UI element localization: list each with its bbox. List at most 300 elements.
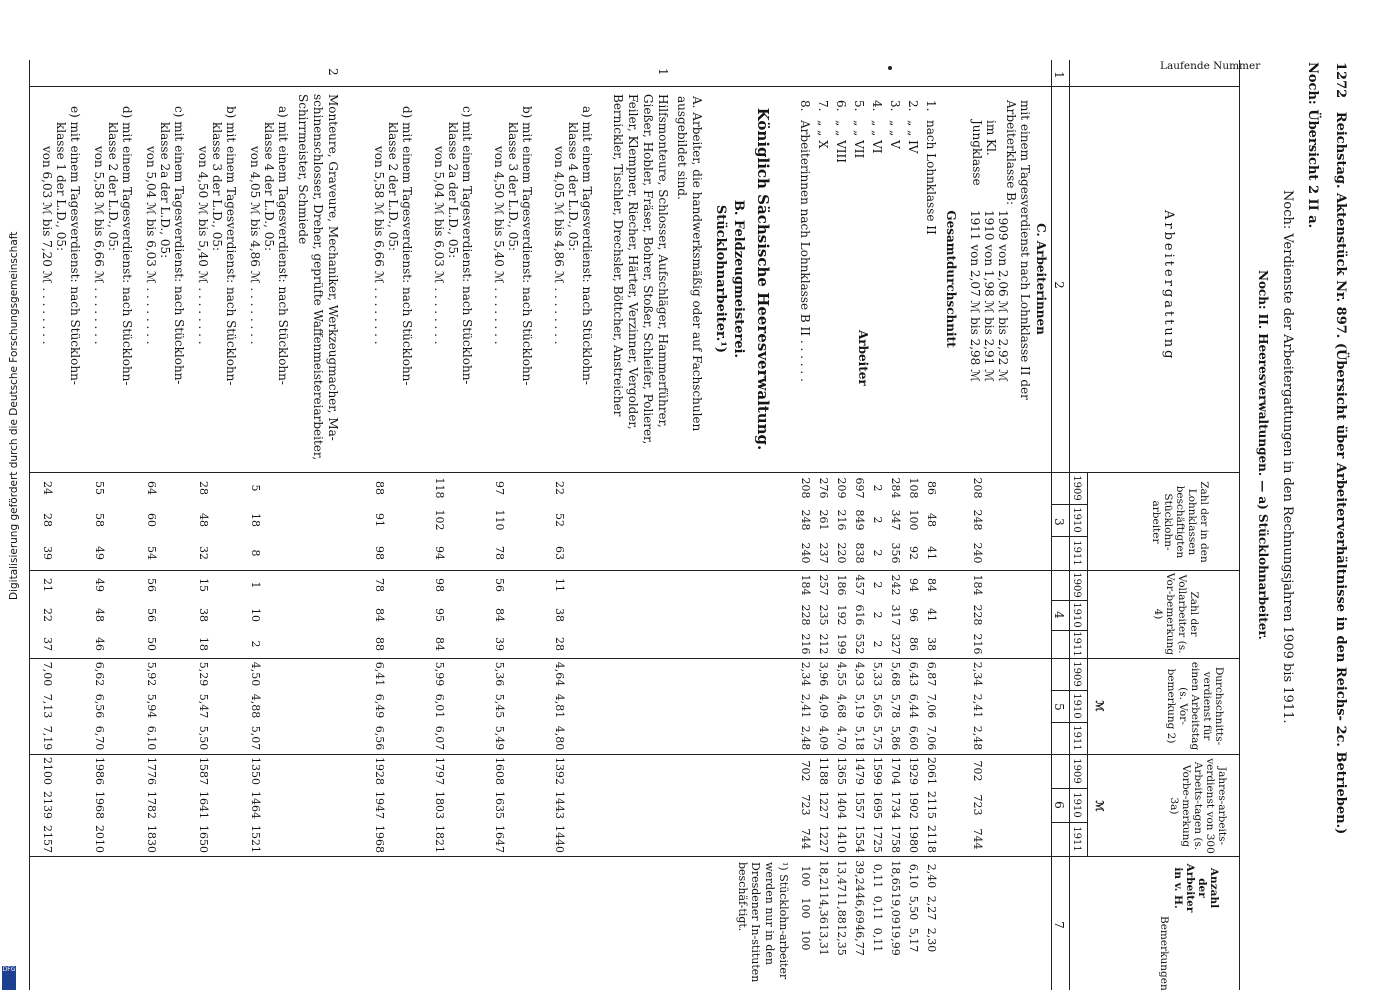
cell: 1647 xyxy=(493,825,506,853)
row-label-class: klasse 4 der L.D., 05: xyxy=(566,122,580,252)
cell: 6,10 xyxy=(907,863,920,889)
row-label: a) mit einem Tagesverdienst: nach Stücklohn- xyxy=(276,106,290,385)
cell: 1479 xyxy=(853,757,866,785)
cell: 5,07 xyxy=(249,725,262,751)
year: 1909 xyxy=(1071,475,1082,501)
cell: 88 xyxy=(373,481,386,495)
cell: 235 xyxy=(817,604,830,626)
subtitle: Noch: Verdienste der Arbeitergattungen in den Rechnungsjahren 1909 bis 1911. xyxy=(1280,190,1295,724)
cell: 2,34 xyxy=(971,661,984,687)
subsubtitle: Noch: II. Heeresverwaltungen. — a) Stücklohnarbeiter. xyxy=(1256,270,1270,640)
cell: 2,27 xyxy=(925,895,938,921)
cell: 60 xyxy=(145,513,158,527)
cell: 697 xyxy=(853,477,866,499)
col-number: 4 xyxy=(1052,611,1066,619)
row-label-range: von 4,50 ℳ bis 5,40 ℳ . . . . . . . . xyxy=(196,146,210,345)
cell: 237 xyxy=(817,542,830,564)
cell: 838 xyxy=(853,542,866,564)
cell: 317 xyxy=(889,604,902,626)
cell: 1803 xyxy=(433,791,446,819)
cell: 1227 xyxy=(817,791,830,819)
year: 1909 xyxy=(1071,661,1082,687)
in-kl-label: im Kl. xyxy=(984,120,998,156)
class-row-label: „ „ V xyxy=(888,120,902,149)
row-label: c) mit einem Tagesverdienst: nach Stücklohn- xyxy=(460,106,474,385)
cell: 110 xyxy=(493,509,506,531)
col-number: 1 xyxy=(1052,71,1066,79)
cell: 15 xyxy=(197,578,210,592)
cell: 1557 xyxy=(853,791,866,819)
cell: 5,49 xyxy=(493,725,506,751)
cell: 11,88 xyxy=(835,892,848,924)
cell: 4,81 xyxy=(553,693,566,719)
cell: 242 xyxy=(889,574,902,596)
row-label: d) mit einem Tagesverdienst: nach Stücklohn- xyxy=(120,106,134,386)
cell: 38 xyxy=(925,637,938,651)
cell: 1365 xyxy=(835,757,848,785)
cell: 2118 xyxy=(925,825,938,853)
cell: 6,41 xyxy=(373,661,386,687)
cell: 2 xyxy=(871,516,884,524)
cell: 7,00 xyxy=(41,661,54,687)
cell: 1968 xyxy=(373,825,386,853)
col-header-jahresverdienst: Jahres-arbeits-verdienst von 300 Arbeits-tagen (s. Vorbe-merkung 3a) xyxy=(1167,758,1228,854)
cell: 55 xyxy=(93,481,106,495)
cell: 0,11 xyxy=(871,927,884,953)
cell: 208 xyxy=(971,477,984,499)
cell: 1554 xyxy=(853,825,866,853)
cell: 95 xyxy=(433,608,446,622)
cell: 1821 xyxy=(433,825,446,853)
class-row-number: 3. xyxy=(888,100,902,112)
table-top-rule xyxy=(1239,60,1240,990)
cell: 257 xyxy=(817,574,830,596)
cell: 84 xyxy=(373,608,386,622)
section-a-heading: A. Arbeiter, die handwerksmäßig oder auf Fachschulen ausgebildet sind. xyxy=(675,96,704,432)
cell: 6,44 xyxy=(907,693,920,719)
table-bottom-rule xyxy=(29,60,30,990)
cell: 28 xyxy=(197,481,210,495)
cell: 46,69 xyxy=(853,892,866,924)
cell: 6,87 xyxy=(925,661,938,687)
cell: 347 xyxy=(889,509,902,531)
cell: 49 xyxy=(93,546,106,560)
col-sep xyxy=(30,472,1240,473)
cell: 4,09 xyxy=(817,725,830,751)
year: 1909 xyxy=(1071,758,1082,784)
cell: 6,60 xyxy=(907,725,920,751)
cell: 12,35 xyxy=(835,924,848,956)
cell: 284 xyxy=(889,477,902,499)
class-row-label: „ „ X xyxy=(816,120,830,149)
cell: 2,41 xyxy=(799,693,812,719)
cell: 38 xyxy=(553,608,566,622)
row-label-range: von 5,04 ℳ bis 6,03 ℳ . . . . . . . . xyxy=(144,146,158,345)
row-label-class: klasse 2a der L.D., 05: xyxy=(446,122,460,259)
cell: 88 xyxy=(373,637,386,651)
cell: 8 xyxy=(249,549,262,557)
cell: 56 xyxy=(493,578,506,592)
cell: 6,62 xyxy=(93,661,106,687)
cell: 1968 xyxy=(93,791,106,819)
cell: 19,09 xyxy=(889,892,902,924)
cell: 702 xyxy=(971,760,984,782)
row-label: e) mit einem Tagesverdienst: nach Stücklohn- xyxy=(68,106,82,385)
cell: 184 xyxy=(971,574,984,596)
class-row-label: „ „ IV xyxy=(906,120,920,154)
cell: 744 xyxy=(799,828,812,850)
cell: 2 xyxy=(871,611,884,619)
class-row-number: 2. xyxy=(906,100,920,112)
year: 1911 xyxy=(1071,826,1082,852)
cell: 5,68 xyxy=(889,661,902,687)
class-row-label: Arbeiterinnen nach Lohnklasse B II . . . . . . xyxy=(798,120,812,382)
cell: 5,18 xyxy=(853,725,866,751)
col-number: 5 xyxy=(1052,703,1066,711)
cell: 6,49 xyxy=(373,693,386,719)
cell: 1725 xyxy=(871,825,884,853)
digitization-notice: Digitalisierung gefördert durch die Deutsche Forschungsgemeinschaft xyxy=(8,231,20,600)
cell: 1947 xyxy=(373,791,386,819)
cell: 5,17 xyxy=(907,927,920,953)
cell: 22 xyxy=(553,481,566,495)
col-header-vollarbeiter: Zahl der Vollarbeiter (s. Vor-bemerkung 4) xyxy=(1151,572,1200,656)
col-sep xyxy=(30,570,1240,571)
cell: 5 xyxy=(249,484,262,492)
cell: 4,09 xyxy=(817,693,830,719)
cell: 94 xyxy=(907,578,920,592)
cell: 84 xyxy=(433,637,446,651)
footnote: ¹) Stücklohn-arbeiter werden nur in den Dresdener In-stituten beschäf-tigt. xyxy=(735,862,790,983)
cell: 5,94 xyxy=(145,693,158,719)
cell: 261 xyxy=(817,509,830,531)
row-number: 1 xyxy=(656,68,670,76)
dfg-logo: DFG xyxy=(2,966,16,990)
cell: 4,80 xyxy=(553,725,566,751)
row-label-range: von 6,03 ℳ bis 7,20 ℳ . . . . . . . . xyxy=(40,146,54,345)
cell: 4,50 xyxy=(249,661,262,687)
cell: 1227 xyxy=(817,825,830,853)
cell: 18 xyxy=(197,637,210,651)
class-row-label: „ „ VIII xyxy=(834,120,848,163)
feldzeug-heading: B. Feldzeugmeisterei. xyxy=(731,199,746,359)
cell: 6,56 xyxy=(93,693,106,719)
cell: 5,75 xyxy=(871,725,884,751)
class-row-number: 4. xyxy=(870,100,884,112)
cell: 18,21 xyxy=(817,860,830,892)
class-row-number: 1. xyxy=(924,100,938,112)
cell: 39 xyxy=(493,637,506,651)
arbeiter-brace-label: Arbeiter xyxy=(856,330,870,386)
cell: 1980 xyxy=(907,825,920,853)
year-sep xyxy=(1052,504,1088,505)
cell: 2115 xyxy=(925,791,938,819)
cell: 98 xyxy=(373,546,386,560)
cell: 1404 xyxy=(835,791,848,819)
cell: 4,64 xyxy=(553,661,566,687)
range-1909: 1909 von 2,06 ℳ bis 2,92 ℳ xyxy=(996,210,1010,382)
cell: 48 xyxy=(925,513,938,527)
cell: 327 xyxy=(889,633,902,655)
cell: 1440 xyxy=(553,825,566,853)
row-number: 2 xyxy=(326,68,340,76)
cell: 849 xyxy=(853,509,866,531)
class-row-number: 8. xyxy=(798,100,812,112)
col-header-durchschnitt: Durchschnitts-verdienst für einen Arbeitstag (s. Vor-bemerkung 2) xyxy=(1164,661,1225,751)
cell: 1587 xyxy=(197,757,210,785)
cell: 5,19 xyxy=(853,693,866,719)
year: 1911 xyxy=(1071,631,1082,657)
range-1911: 1911 von 2,07 ℳ bis 2,98 ℳ xyxy=(968,210,982,382)
cell: 2139 xyxy=(41,791,54,819)
cell: 1986 xyxy=(93,757,106,785)
cell: 723 xyxy=(799,794,812,816)
cell: 5,99 xyxy=(433,661,446,687)
cell: 41 xyxy=(925,608,938,622)
cell: 702 xyxy=(799,760,812,782)
cell: 84 xyxy=(925,578,938,592)
cell: 199 xyxy=(835,633,848,655)
col-number: 3 xyxy=(1052,518,1066,526)
cell: 1392 xyxy=(553,757,566,785)
cell: 91 xyxy=(373,513,386,527)
page-number: 1272 xyxy=(1333,62,1348,99)
cell: 4,55 xyxy=(835,661,848,687)
cell: 2,34 xyxy=(799,661,812,687)
cell: 2061 xyxy=(925,757,938,785)
cell: 7,19 xyxy=(41,725,54,751)
cell: 1776 xyxy=(145,757,158,785)
cell: 248 xyxy=(971,509,984,531)
col-header-zahl-stuecklohn: Zahl der in den Lohnklassen beschäftigten Stücklohn-arbeiter xyxy=(1149,481,1210,563)
cell: 14,36 xyxy=(817,892,830,924)
cell: 1928 xyxy=(373,757,386,785)
rotated-table-page xyxy=(20,60,1350,990)
cell: 58 xyxy=(93,513,106,527)
cell: 4,70 xyxy=(835,725,848,751)
row-label: a) mit einem Tagesverdienst: nach Stücklohn- xyxy=(580,106,594,385)
cell: 49 xyxy=(93,578,106,592)
cell: 2 xyxy=(871,581,884,589)
cell: 0,11 xyxy=(871,895,884,921)
year: 1910 xyxy=(1071,602,1082,628)
col-number: 6 xyxy=(1052,801,1066,809)
col-number: 2 xyxy=(1052,281,1066,289)
row-label: b) mit einem Tagesverdienst: nach Stücklohn- xyxy=(520,106,534,386)
range-1910: 1910 von 1,98 ℳ bis 2,91 ℳ xyxy=(982,210,996,382)
cell: 92 xyxy=(907,546,920,560)
col-header-nummer: Laufende Nummer xyxy=(1160,60,1261,72)
jungklasse-label: Jungklasse xyxy=(970,120,984,186)
cell: 2100 xyxy=(41,757,54,785)
cell: 24 xyxy=(41,481,54,495)
cell: 50 xyxy=(145,637,158,651)
cell: 100 xyxy=(799,929,812,951)
helfer-label: Hilfsmonteure, Schlosser, Aufschläger, Hammerführer, Gießer, Hobler, Fräser, Bohrer, Stoßer, Schleifer, Polierer, Feiler, Klempner, Riecher, Härter, Verzinner, Vergolder, Bernickler, Tischler, Drechsler, Böttcher, Anstreicher xyxy=(611,94,670,445)
year-rule xyxy=(1087,472,1088,856)
uebersicht-label: Noch: Übersicht 2 II a. xyxy=(1305,62,1320,229)
cell: 5,92 xyxy=(145,661,158,687)
year: 1910 xyxy=(1071,693,1082,719)
row-label-range: von 5,58 ℳ bis 6,66 ℳ . . . . . . . . xyxy=(372,146,386,345)
cell: 1695 xyxy=(871,791,884,819)
row-label-range: von 5,58 ℳ bis 6,66 ℳ . . . . . . . . xyxy=(92,146,106,345)
cell: 2,48 xyxy=(799,725,812,751)
row-label-class: klasse 2 der L.D., 05: xyxy=(106,122,120,252)
cell: 5,86 xyxy=(889,725,902,751)
unit-mark: ℳ xyxy=(1093,700,1105,712)
cell: 7,06 xyxy=(925,725,938,751)
row-label-class: klasse 4 der L.D., 05: xyxy=(262,122,276,252)
cell: 216 xyxy=(971,633,984,655)
cell: 6,07 xyxy=(433,725,446,751)
cell: 5,36 xyxy=(493,661,506,687)
cell: 21 xyxy=(41,578,54,592)
cell: 52 xyxy=(553,513,566,527)
cell: 102 xyxy=(433,509,446,531)
page-heading: Reichstag. Aktenstück Nr. 897. (Übersicht über Arbeiterverhältnisse in den Reichs- 2c. Betrieben.) xyxy=(1333,111,1348,835)
cell: 19,99 xyxy=(889,924,902,956)
cell: 5,47 xyxy=(197,693,210,719)
cell: 2,41 xyxy=(971,693,984,719)
col-header-bemerkungen: Bemerkungen xyxy=(1158,916,1170,991)
row-label-range: von 4,05 ℳ bis 4,86 ℳ . . . . . . . . xyxy=(248,146,262,345)
cell: 2,30 xyxy=(925,927,938,953)
cell: 2 xyxy=(871,484,884,492)
cell: 7,06 xyxy=(925,693,938,719)
cell: 37 xyxy=(41,637,54,651)
cell: 1410 xyxy=(835,825,848,853)
cell: 100 xyxy=(799,865,812,887)
cell: 84 xyxy=(493,608,506,622)
cell: 2,40 xyxy=(925,863,938,889)
cell: 78 xyxy=(373,578,386,592)
year: 1910 xyxy=(1071,792,1082,818)
cell: 96 xyxy=(907,608,920,622)
cell: 228 xyxy=(971,604,984,626)
cell: 552 xyxy=(853,633,866,655)
cell: 1830 xyxy=(145,825,158,853)
cell: 1758 xyxy=(889,825,902,853)
row-label-class: klasse 3 der L.D., 05: xyxy=(210,122,224,252)
cell: 100 xyxy=(799,897,812,919)
row-label-range: von 5,04 ℳ bis 6,03 ℳ . . . . . . . . xyxy=(432,146,446,345)
cell: 54 xyxy=(145,546,158,560)
cell: 1443 xyxy=(553,791,566,819)
cell: 5,33 xyxy=(871,661,884,687)
year: 1911 xyxy=(1071,725,1082,751)
row-label-class: klasse 3 der L.D., 05: xyxy=(506,122,520,252)
cell: 1641 xyxy=(197,791,210,819)
cell: 1734 xyxy=(889,791,902,819)
cell: 41 xyxy=(925,546,938,560)
cell: 108 xyxy=(907,477,920,499)
cell: 63 xyxy=(553,546,566,560)
cell: 56 xyxy=(145,608,158,622)
col-sep xyxy=(30,658,1240,659)
col-sep xyxy=(30,754,1240,755)
cell: 1650 xyxy=(197,825,210,853)
cell: 192 xyxy=(835,604,848,626)
class-row-number: 7. xyxy=(816,100,830,112)
cell: 32 xyxy=(197,546,210,560)
row-label-range: von 4,50 ℳ bis 5,40 ℳ . . . . . . . . xyxy=(492,146,506,345)
cell: 4,88 xyxy=(249,693,262,719)
cell: 39 xyxy=(41,546,54,560)
cell: 1464 xyxy=(249,791,262,819)
col-header-anzahl-vh: Anzahl der Arbeiter in v. H. xyxy=(1171,863,1220,913)
cell: 2 xyxy=(871,640,884,648)
cell: 1521 xyxy=(249,825,262,853)
cell: 4,93 xyxy=(853,661,866,687)
row-label-class: klasse 1 der L.D., 05: xyxy=(54,122,68,252)
class-row-label: „ „ VI xyxy=(870,120,884,154)
cell: 46,77 xyxy=(853,924,866,956)
gesamtdurchschnitt-heading: Gesamtdurchschnitt xyxy=(944,210,958,348)
year: 1910 xyxy=(1071,507,1082,533)
class-row-number: 5. xyxy=(852,100,866,112)
cell: 5,45 xyxy=(493,693,506,719)
cell: 1350 xyxy=(249,757,262,785)
cell: 118 xyxy=(433,477,446,499)
class-row-label: nach Lohnklasse II xyxy=(924,120,938,235)
class-row-number: 6. xyxy=(834,100,848,112)
cell: 2 xyxy=(871,549,884,557)
cell: 1902 xyxy=(907,791,920,819)
cell: 220 xyxy=(835,542,848,564)
cell: 7,13 xyxy=(41,693,54,719)
cell: 5,65 xyxy=(871,693,884,719)
cell: 216 xyxy=(835,509,848,531)
cell: 240 xyxy=(799,542,812,564)
cell: 2 xyxy=(249,640,262,648)
page-title xyxy=(1333,62,1348,834)
cell: 2,48 xyxy=(971,725,984,751)
cell: 5,50 xyxy=(197,725,210,751)
cell: 1635 xyxy=(493,791,506,819)
cell: 100 xyxy=(907,509,920,531)
cell: 4,68 xyxy=(835,693,848,719)
cell: 46 xyxy=(93,637,106,651)
cell: 1782 xyxy=(145,791,158,819)
row-label-range: von 4,05 ℳ bis 4,86 ℳ . . . . . . . . xyxy=(552,146,566,345)
year-sep xyxy=(1052,788,1088,789)
stueck-heading: Stücklohnarbeiter.¹) xyxy=(713,204,728,354)
row-label: c) mit einem Tagesverdienst: nach Stücklohn- xyxy=(172,106,186,385)
konigl-heading: Königlich Sächsische Heeresverwaltung. xyxy=(754,107,772,451)
cell: 356 xyxy=(889,542,902,564)
unit-mark: ℳ xyxy=(1093,800,1105,812)
cell: 1599 xyxy=(871,757,884,785)
cell: 1704 xyxy=(889,757,902,785)
cell: 228 xyxy=(799,604,812,626)
cell: 208 xyxy=(799,477,812,499)
year: 1909 xyxy=(1071,572,1082,598)
row-label-class: klasse 2a der L.D., 05: xyxy=(158,122,172,259)
section-c-heading: C. Arbeiterinnen xyxy=(1034,223,1048,335)
row-label-class: klasse 2 der L.D., 05: xyxy=(386,122,400,252)
cell: 28 xyxy=(553,637,566,651)
cell: 5,78 xyxy=(889,693,902,719)
cell: 276 xyxy=(817,477,830,499)
cell: 97 xyxy=(493,481,506,495)
cell: 13,47 xyxy=(835,860,848,892)
cell: 28 xyxy=(41,513,54,527)
row-label: d) mit einem Tagesverdienst: nach Stücklohn- xyxy=(400,106,414,386)
ink-dot xyxy=(888,66,892,70)
cell: 22 xyxy=(41,608,54,622)
cell: 10 xyxy=(249,608,262,622)
